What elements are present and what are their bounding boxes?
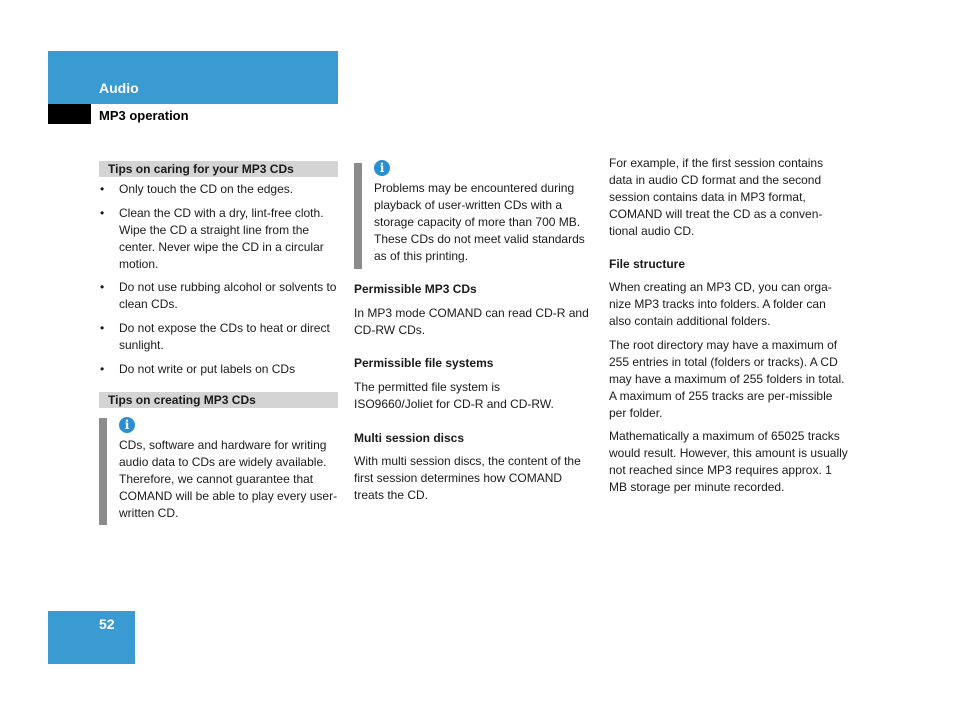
info-icon: i [119,417,135,433]
multisession-text: With multi session discs, the content of the first session determines how COMAND treats the CD. [354,454,581,502]
playback-note: Problems may be encountered during playback of user-written CDs with a storage capacity of more than 700 MB. These CDs do not meet valid standards as of this printing. [374,181,585,263]
multisession-heading: Multi session discs [354,431,465,445]
file-structure-p3: Mathematically a maximum of 65025 tracks would result. However, this amount is usually not reached since MP3 requires approx. 1 MB storage per minute recorded. [609,429,848,494]
bullet: • [100,321,105,335]
bullet: • [100,280,105,294]
creating-heading: Tips on creating MP3 CDs [99,392,338,408]
section-title: Audio [99,80,139,96]
file-structure-p1: When creating an MP3 CD, you can orga-nize MP3 tracks into folders. A folder can also contain additional folders. [609,280,832,328]
bullet: • [100,362,105,376]
list-item: Do not use rubbing alcohol or solvents to clean CDs. [119,280,337,311]
page-number-box [48,611,135,664]
header-bar [48,51,338,104]
file-structure-heading: File structure [609,257,686,271]
subsection-title: MP3 operation [99,108,189,123]
bullet: • [100,206,105,220]
list-item: Do not expose the CDs to heat or direct sunlight. [119,321,330,352]
example-text: For example, if the first session contains data in audio CD format and the second session contains data in MP3 format, COMAND will treat the CD as a conven-tional audio CD. [609,156,824,238]
file-systems-text: The permitted file system is ISO9660/Joliet for CD-R and CD-RW. [354,380,554,411]
info-icon: i [374,160,390,176]
file-structure-p2: The root directory may have a maximum of 255 entries in total (folders or tracks). A CD may have a maximum of 255 folders in total. A maximum of 255 tracks are per-missible per folder. [609,338,845,420]
header-marker [48,104,91,124]
page-number: 52 [99,616,115,632]
list-item: Do not write or put labels on CDs [119,362,296,376]
file-systems-heading: Permissible file systems [354,356,494,370]
caring-heading: Tips on caring for your MP3 CDs [99,161,338,177]
permissible-cds-text: In MP3 mode COMAND can read CD-R and CD-RW CDs. [354,306,589,337]
creating-note: CDs, software and hardware for writing audio data to CDs are widely available. Therefore, we cannot guarantee that COMAND will be able to play every user-written CD. [119,438,338,520]
permissible-cds-heading: Permissible MP3 CDs [354,282,477,296]
note-bar [99,418,107,525]
bullet: • [100,182,105,196]
note-bar [354,163,362,269]
list-item: Clean the CD with a dry, lint-free cloth. Wipe the CD a straight line from the center. Never wipe the CD in a circular motion. [119,206,324,271]
list-item: Only touch the CD on the edges. [119,182,294,196]
